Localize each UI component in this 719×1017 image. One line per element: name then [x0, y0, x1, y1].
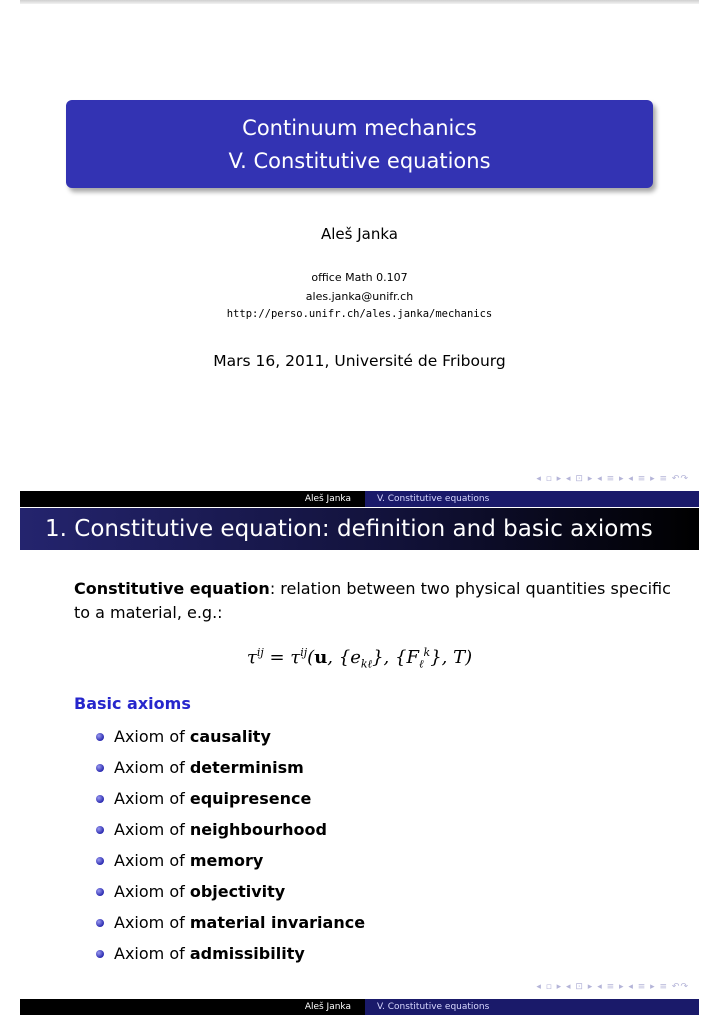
- axiom-name: admissibility: [189, 944, 305, 963]
- title-box: [66, 100, 653, 188]
- axiom-name: material invariance: [189, 913, 366, 932]
- axiom-prefix: Axiom of: [114, 727, 185, 746]
- bullet-icon: [96, 795, 104, 803]
- list-item: [96, 786, 365, 817]
- navigation-icons[interactable]: ◂ ▫ ▸ ◂ ⊡ ▸ ◂ ≡ ▸ ◂ ≡ ▸ ≡ ↶↷: [536, 474, 689, 484]
- office-info: office Math 0.107: [311, 271, 408, 284]
- title-line-1: Continuum mechanics: [242, 116, 477, 140]
- bullet-icon: [96, 733, 104, 741]
- axiom-prefix: Axiom of: [114, 944, 185, 963]
- axiom-prefix: Axiom of: [114, 913, 185, 932]
- axiom-prefix: Axiom of: [114, 789, 185, 808]
- bullet-icon: [96, 888, 104, 896]
- navigation-icons[interactable]: ◂ ▫ ▸ ◂ ⊡ ▸ ◂ ≡ ▸ ◂ ≡ ▸ ≡ ↶↷: [536, 982, 689, 992]
- bullet-icon: [96, 950, 104, 958]
- list-item: [96, 941, 365, 972]
- footer-bar: [20, 999, 699, 1015]
- footer-title: V. Constitutive equations: [365, 491, 699, 507]
- intro-paragraph: [74, 577, 674, 625]
- intro-term: Constitutive equation: [74, 579, 270, 598]
- axiom-name: determinism: [189, 758, 304, 777]
- url-info: http://perso.unifr.ch/ales.janka/mechanics: [226, 308, 493, 320]
- date-venue: Mars 16, 2011, Université de Fribourg: [213, 352, 506, 370]
- bullet-icon: [96, 919, 104, 927]
- bullet-icon: [96, 857, 104, 865]
- author-name: Aleš Janka: [321, 225, 398, 243]
- footer-author: Aleš Janka: [20, 999, 365, 1015]
- intro-rest: : relation between two physical quantities specific to a material, e.g.:: [74, 579, 671, 622]
- footer-bar: [20, 491, 699, 507]
- list-item: [96, 724, 365, 755]
- list-item: [96, 755, 365, 786]
- axiom-prefix: Axiom of: [114, 820, 185, 839]
- axiom-name: memory: [189, 851, 264, 870]
- footer-title: V. Constitutive equations: [365, 999, 699, 1015]
- block-title: Basic axioms: [74, 694, 191, 713]
- axiom-name: causality: [189, 727, 271, 746]
- axiom-name: equipresence: [189, 789, 312, 808]
- list-item: [96, 848, 365, 879]
- email-info: ales.janka@unifr.ch: [305, 290, 414, 303]
- constitutive-formula: $\tau^{ij} = \tau^{ij}(u$, $\{e_{k\ell}\}$, $\{F_\ell^k\}$, T): [246, 646, 473, 671]
- axiom-name: neighbourhood: [189, 820, 327, 839]
- axiom-prefix: Axiom of: [114, 882, 185, 901]
- list-item: [96, 910, 365, 941]
- list-item: [96, 879, 365, 910]
- bullet-icon: [96, 764, 104, 772]
- axiom-prefix: Axiom of: [114, 758, 185, 777]
- footer-author: Aleš Janka: [20, 491, 365, 507]
- axiom-prefix: Axiom of: [114, 851, 185, 870]
- bullet-icon: [96, 826, 104, 834]
- frame-title: 1. Constitutive equation: definition and basic axioms: [20, 508, 699, 550]
- title-line-2: V. Constitutive equations: [228, 149, 491, 173]
- list-item: [96, 817, 365, 848]
- axioms-list: [96, 724, 365, 972]
- top-rule: [20, 0, 699, 4]
- axiom-name: objectivity: [189, 882, 286, 901]
